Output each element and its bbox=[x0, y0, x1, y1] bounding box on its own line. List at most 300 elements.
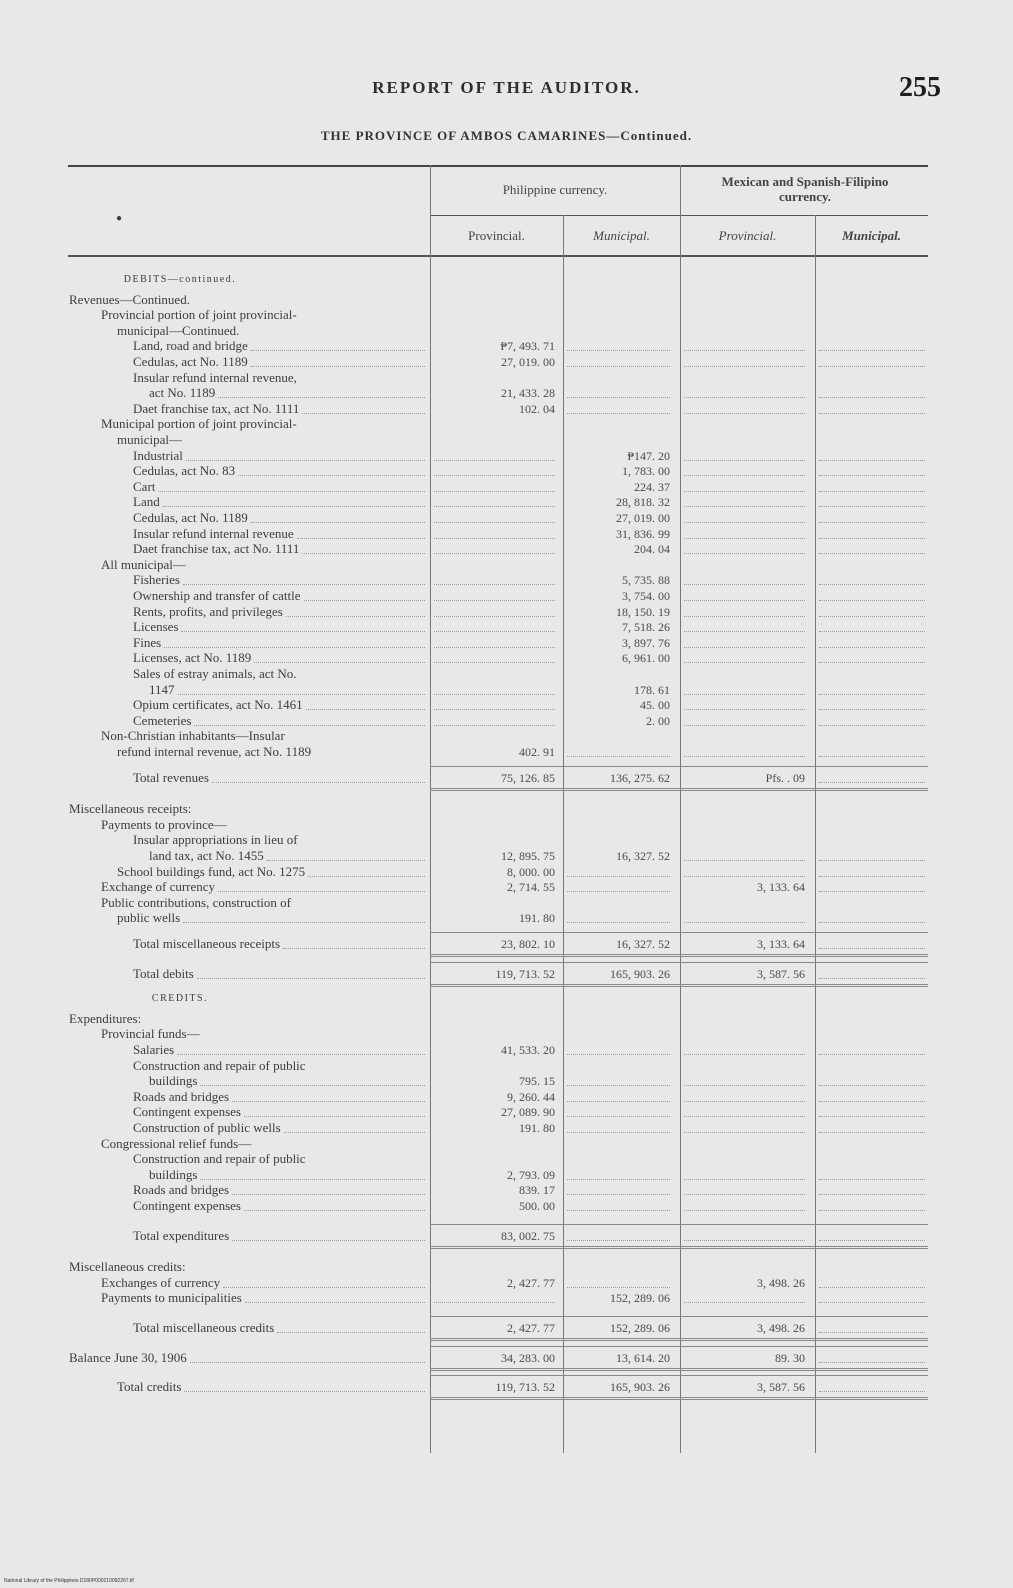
empty-cell-dots bbox=[684, 1085, 805, 1086]
cell-value-m1: ₱147. 20 bbox=[627, 449, 670, 463]
empty-cell-dots bbox=[819, 584, 925, 585]
empty-cell-dots bbox=[434, 616, 555, 617]
leader-dots bbox=[297, 538, 425, 539]
row-label: Payments to municipalities bbox=[101, 1290, 242, 1305]
empty-cell-dots bbox=[819, 1391, 925, 1392]
cell-value-p1: 23, 802. 10 bbox=[501, 937, 555, 951]
empty-cell-dots bbox=[819, 491, 925, 492]
row-label: Total miscellaneous receipts bbox=[133, 936, 281, 951]
empty-cell-dots bbox=[819, 538, 925, 539]
empty-cell-dots bbox=[567, 891, 670, 892]
empty-cell-dots bbox=[819, 922, 925, 923]
row-label: Balance June 30, 1906 bbox=[69, 1350, 187, 1365]
empty-cell-dots bbox=[684, 506, 805, 507]
row-label: Licenses bbox=[133, 619, 179, 634]
row-label: Miscellaneous receipts: bbox=[69, 801, 192, 816]
cell-value-p1: 75, 126. 85 bbox=[501, 771, 555, 785]
leader-dots bbox=[190, 1362, 425, 1363]
empty-cell-dots bbox=[819, 860, 925, 861]
scan-footer: National Library of the Philippines D180P000210092267.tif bbox=[4, 1578, 134, 1584]
empty-cell-dots bbox=[684, 538, 805, 539]
empty-cell-dots bbox=[684, 725, 805, 726]
leader-dots bbox=[164, 647, 425, 648]
empty-cell-dots bbox=[567, 1194, 670, 1195]
cell-value-p1: 402. 91 bbox=[519, 745, 555, 759]
column-divider-1 bbox=[430, 165, 431, 1453]
empty-cell-dots bbox=[567, 1054, 670, 1055]
empty-cell-dots bbox=[434, 491, 555, 492]
empty-cell-dots bbox=[684, 709, 805, 710]
row-label: Congressional relief funds— bbox=[101, 1136, 252, 1151]
empty-cell-dots bbox=[684, 460, 805, 461]
row-label: Sales of estray animals, act No. bbox=[133, 666, 297, 681]
empty-cell-dots bbox=[819, 553, 925, 554]
row-label: Total miscellaneous credits bbox=[133, 1320, 275, 1335]
empty-cell-dots bbox=[684, 860, 805, 861]
table-top-rule bbox=[68, 165, 928, 167]
cell-value-p1: 34, 283. 00 bbox=[501, 1351, 555, 1365]
empty-cell-dots bbox=[819, 460, 925, 461]
cell-value-p1: 191. 80 bbox=[519, 911, 555, 925]
row-label: Total credits bbox=[117, 1379, 182, 1394]
empty-cell-dots bbox=[819, 616, 925, 617]
empty-cell-dots bbox=[819, 1194, 925, 1195]
row-label: Non-Christian inhabitants—Insular bbox=[101, 728, 285, 743]
leader-dots bbox=[178, 694, 425, 695]
empty-cell-dots bbox=[684, 647, 805, 648]
leader-dots bbox=[197, 978, 425, 979]
row-label: DEBITS—continued. bbox=[123, 274, 237, 285]
cell-value-m1: 6, 961. 00 bbox=[622, 651, 670, 665]
total-rule bbox=[430, 1316, 928, 1317]
total-rule bbox=[430, 962, 928, 963]
cell-value-p2: Pfs. . 09 bbox=[765, 771, 805, 785]
empty-cell-dots bbox=[819, 1210, 925, 1211]
empty-cell-dots bbox=[819, 1362, 925, 1363]
total-rule bbox=[430, 766, 928, 767]
cell-value-m1: 2. 00 bbox=[646, 714, 670, 728]
empty-cell-dots bbox=[819, 600, 925, 601]
cell-value-p2: 3, 133. 64 bbox=[757, 937, 805, 951]
empty-cell-dots bbox=[819, 1179, 925, 1180]
empty-cell-dots bbox=[819, 631, 925, 632]
cell-value-m1: 152, 289. 06 bbox=[610, 1291, 670, 1305]
empty-cell-dots bbox=[567, 397, 670, 398]
empty-cell-dots bbox=[684, 616, 805, 617]
empty-cell-dots bbox=[684, 600, 805, 601]
empty-cell-dots bbox=[434, 662, 555, 663]
row-label: Cedulas, act No. 1189 bbox=[133, 354, 248, 369]
cell-value-p2: 3, 587. 56 bbox=[757, 1380, 805, 1394]
leader-dots bbox=[244, 1210, 425, 1211]
empty-cell-dots bbox=[567, 1132, 670, 1133]
leader-dots bbox=[302, 413, 425, 414]
row-label: Cedulas, act No. 83 bbox=[133, 463, 236, 478]
cell-value-p1: 9, 260. 44 bbox=[507, 1090, 555, 1104]
row-label: municipal— bbox=[117, 432, 182, 447]
cell-value-p1: 119, 713. 52 bbox=[495, 967, 555, 981]
empty-cell-dots bbox=[684, 397, 805, 398]
empty-cell-dots bbox=[819, 475, 925, 476]
leader-dots bbox=[267, 860, 425, 861]
total-rule bbox=[430, 1375, 928, 1376]
empty-cell-dots bbox=[567, 876, 670, 877]
empty-cell-dots bbox=[684, 1179, 805, 1180]
total-double-rule bbox=[430, 1397, 928, 1400]
empty-cell-dots bbox=[434, 709, 555, 710]
leader-dots bbox=[200, 1085, 425, 1086]
cell-value-m1: 5, 735. 88 bbox=[622, 573, 670, 587]
column-divider-2 bbox=[563, 215, 564, 1453]
empty-cell-dots bbox=[684, 1210, 805, 1211]
empty-cell-dots bbox=[434, 600, 555, 601]
leader-dots bbox=[232, 1101, 425, 1102]
empty-cell-dots bbox=[684, 491, 805, 492]
empty-cell-dots bbox=[567, 366, 670, 367]
row-label: Municipal portion of joint provincial- bbox=[101, 416, 297, 431]
cell-value-p1: 2, 427. 77 bbox=[507, 1321, 555, 1335]
leader-dots bbox=[223, 1287, 425, 1288]
running-header: REPORT OF THE AUDITOR. bbox=[372, 78, 641, 97]
leader-dots bbox=[184, 1391, 425, 1392]
empty-cell-dots bbox=[819, 978, 925, 979]
page-number: 255 bbox=[899, 72, 941, 103]
row-label: CREDITS. bbox=[151, 993, 209, 1004]
row-label: Revenues—Continued. bbox=[69, 292, 190, 307]
empty-cell-dots bbox=[684, 1101, 805, 1102]
empty-cell-dots bbox=[684, 1054, 805, 1055]
empty-cell-dots bbox=[684, 350, 805, 351]
cell-value-p1: 83, 002. 75 bbox=[501, 1229, 555, 1243]
empty-cell-dots bbox=[684, 1302, 805, 1303]
total-rule bbox=[430, 932, 928, 933]
row-label: land tax, act No. 1455 bbox=[149, 848, 264, 863]
empty-cell-dots bbox=[819, 891, 925, 892]
header-municipal-1: Municipal. bbox=[593, 228, 650, 243]
leader-dots bbox=[284, 1132, 425, 1133]
row-label: Cedulas, act No. 1189 bbox=[133, 510, 248, 525]
leader-dots bbox=[304, 600, 426, 601]
cell-value-p2: 3, 498. 26 bbox=[757, 1276, 805, 1290]
total-double-rule bbox=[430, 984, 928, 987]
row-label: Insular refund internal revenue, bbox=[133, 370, 297, 385]
empty-cell-dots bbox=[434, 584, 555, 585]
empty-cell-dots bbox=[819, 1132, 925, 1133]
cell-value-m1: 136, 275. 62 bbox=[610, 771, 670, 785]
empty-cell-dots bbox=[819, 647, 925, 648]
empty-cell-dots bbox=[819, 506, 925, 507]
leader-dots bbox=[244, 1116, 425, 1117]
leader-dots bbox=[251, 522, 425, 523]
row-label: Fisheries bbox=[133, 572, 180, 587]
row-label: Cart bbox=[133, 479, 156, 494]
empty-cell-dots bbox=[434, 538, 555, 539]
empty-cell-dots bbox=[684, 662, 805, 663]
leader-dots bbox=[218, 397, 425, 398]
cell-value-p1: 500. 00 bbox=[519, 1199, 555, 1213]
row-label: Land bbox=[133, 494, 160, 509]
leader-dots bbox=[302, 553, 425, 554]
empty-cell-dots bbox=[819, 948, 925, 949]
row-label: buildings bbox=[149, 1073, 198, 1088]
empty-cell-dots bbox=[567, 1240, 670, 1241]
empty-cell-dots bbox=[819, 756, 925, 757]
total-double-rule bbox=[430, 954, 928, 957]
empty-cell-dots bbox=[434, 522, 555, 523]
empty-cell-dots bbox=[819, 1101, 925, 1102]
empty-cell-dots bbox=[819, 1240, 925, 1241]
empty-cell-dots bbox=[567, 1179, 670, 1180]
row-label: Daet franchise tax, act No. 1111 bbox=[133, 541, 300, 556]
cell-value-p1: 41, 533. 20 bbox=[501, 1043, 555, 1057]
leader-dots bbox=[194, 725, 425, 726]
empty-cell-dots bbox=[434, 460, 555, 461]
empty-cell-dots bbox=[684, 1116, 805, 1117]
row-label: School buildings fund, act No. 1275 bbox=[117, 864, 306, 879]
row-label: Miscellaneous credits: bbox=[69, 1259, 186, 1274]
leader-dots bbox=[232, 1194, 425, 1195]
leader-dots bbox=[218, 891, 425, 892]
empty-cell-dots bbox=[819, 725, 925, 726]
row-label: Fines bbox=[133, 635, 162, 650]
leader-dots bbox=[306, 709, 425, 710]
header-mexican-spanish-filipino-currency: Mexican and Spanish-Filipino currency. bbox=[721, 174, 889, 204]
column-divider-3 bbox=[680, 165, 681, 1453]
cell-value-p1: 2, 427. 77 bbox=[507, 1276, 555, 1290]
header-municipal-2: Municipal. bbox=[842, 228, 901, 243]
row-label: public wells bbox=[117, 910, 181, 925]
leader-dots bbox=[183, 922, 425, 923]
cell-value-p1: 12, 895. 75 bbox=[501, 849, 555, 863]
cell-value-p1: 839. 17 bbox=[519, 1183, 555, 1197]
row-label: Expenditures: bbox=[69, 1011, 142, 1026]
empty-cell-dots bbox=[684, 1132, 805, 1133]
empty-cell-dots bbox=[684, 694, 805, 695]
row-label: Roads and bridges bbox=[133, 1182, 230, 1197]
leader-dots bbox=[254, 662, 425, 663]
header-provincial-2: Provincial. bbox=[718, 228, 777, 243]
cell-value-m1: 31, 836. 99 bbox=[616, 527, 670, 541]
row-label: Construction and repair of public bbox=[133, 1058, 306, 1073]
cell-value-p1: 27, 089. 90 bbox=[501, 1105, 555, 1119]
empty-cell-dots bbox=[684, 553, 805, 554]
empty-cell-dots bbox=[567, 1116, 670, 1117]
empty-cell-dots bbox=[819, 1085, 925, 1086]
total-double-rule bbox=[430, 1246, 928, 1249]
row-label: Opium certificates, act No. 1461 bbox=[133, 697, 303, 712]
leader-dots bbox=[283, 948, 425, 949]
cell-value-p2: 3, 133. 64 bbox=[757, 880, 805, 894]
cell-value-p2: 3, 498. 26 bbox=[757, 1321, 805, 1335]
leader-dots bbox=[245, 1302, 425, 1303]
cell-value-p2: 3, 587. 56 bbox=[757, 967, 805, 981]
total-double-rule bbox=[430, 1338, 928, 1341]
row-label: Cemeteries bbox=[133, 713, 192, 728]
empty-cell-dots bbox=[567, 1101, 670, 1102]
cell-value-m1: 27, 019. 00 bbox=[616, 511, 670, 525]
empty-cell-dots bbox=[819, 522, 925, 523]
leader-dots bbox=[232, 1240, 425, 1241]
cell-value-m1: 165, 903. 26 bbox=[610, 1380, 670, 1394]
empty-cell-dots bbox=[684, 876, 805, 877]
leader-dots bbox=[251, 366, 425, 367]
empty-cell-dots bbox=[434, 647, 555, 648]
cell-value-m1: 13, 614. 20 bbox=[616, 1351, 670, 1365]
empty-cell-dots bbox=[434, 475, 555, 476]
cell-value-p1: 27, 019. 00 bbox=[501, 355, 555, 369]
leader-dots bbox=[277, 1332, 425, 1333]
row-label: Provincial portion of joint provincial- bbox=[101, 307, 297, 322]
leader-dots bbox=[183, 584, 425, 585]
row-label: Roads and bridges bbox=[133, 1089, 230, 1104]
cell-value-p1: 2, 714. 55 bbox=[507, 880, 555, 894]
table-subtitle: THE PROVINCE OF AMBOS CAMARINES—Continued. bbox=[320, 128, 693, 143]
empty-cell-dots bbox=[819, 782, 925, 783]
empty-cell-dots bbox=[819, 1287, 925, 1288]
empty-cell-dots bbox=[567, 1210, 670, 1211]
row-label: act No. 1189 bbox=[149, 385, 216, 400]
cell-value-p1: 8, 000. 00 bbox=[507, 865, 555, 879]
row-label: Insular refund internal revenue bbox=[133, 526, 294, 541]
leader-dots bbox=[251, 350, 425, 351]
cell-value-p2: 89. 30 bbox=[775, 1351, 805, 1365]
cell-value-m1: 3, 754. 00 bbox=[622, 589, 670, 603]
cell-value-m1: 165, 903. 26 bbox=[610, 967, 670, 981]
empty-cell-dots bbox=[684, 584, 805, 585]
cell-value-m1: 3, 897. 76 bbox=[622, 636, 670, 650]
empty-cell-dots bbox=[567, 756, 670, 757]
leader-dots bbox=[158, 491, 425, 492]
cell-value-m1: 18, 150. 19 bbox=[616, 605, 670, 619]
empty-cell-dots bbox=[684, 475, 805, 476]
empty-cell-dots bbox=[434, 725, 555, 726]
leader-dots bbox=[212, 782, 425, 783]
row-label: Provincial funds— bbox=[101, 1026, 200, 1041]
row-label: Total debits bbox=[133, 966, 194, 981]
leader-dots bbox=[308, 876, 425, 877]
cell-value-p1: 2, 793. 09 bbox=[507, 1168, 555, 1182]
empty-cell-dots bbox=[684, 366, 805, 367]
empty-cell-dots bbox=[684, 631, 805, 632]
cell-value-m1: 16, 327. 52 bbox=[616, 849, 670, 863]
empty-cell-dots bbox=[434, 631, 555, 632]
leader-dots bbox=[186, 460, 425, 461]
leader-dots bbox=[200, 1179, 425, 1180]
row-label: Exchange of currency bbox=[101, 879, 216, 894]
empty-cell-dots bbox=[567, 1287, 670, 1288]
row-label: Rents, profits, and privileges bbox=[133, 604, 283, 619]
row-label: Payments to province— bbox=[101, 817, 227, 832]
row-label: Public contributions, construction of bbox=[101, 895, 291, 910]
row-label: refund internal revenue, act No. 1189 bbox=[117, 744, 312, 759]
header-philippine-currency: Philippine currency. bbox=[502, 182, 608, 197]
empty-cell-dots bbox=[684, 756, 805, 757]
cell-value-m1: 1, 783. 00 bbox=[622, 464, 670, 478]
bullet-mark: ● bbox=[116, 213, 123, 224]
row-label: 1147 bbox=[149, 682, 175, 697]
empty-cell-dots bbox=[819, 694, 925, 695]
column-divider-4 bbox=[815, 215, 816, 1453]
row-label: All municipal— bbox=[101, 557, 186, 572]
group-header-rule bbox=[430, 215, 928, 216]
cell-value-m1: 7, 518. 26 bbox=[622, 620, 670, 634]
cell-value-m1: 28, 818. 32 bbox=[616, 495, 670, 509]
leader-dots bbox=[238, 475, 425, 476]
cell-value-p1: 102. 04 bbox=[519, 402, 555, 416]
row-label: Licenses, act No. 1189 bbox=[133, 650, 252, 665]
empty-cell-dots bbox=[819, 350, 925, 351]
row-label: municipal—Continued. bbox=[117, 323, 240, 338]
leader-dots bbox=[181, 631, 425, 632]
empty-cell-dots bbox=[819, 709, 925, 710]
cell-value-m1: 178. 61 bbox=[634, 683, 670, 697]
total-double-rule bbox=[430, 788, 928, 791]
header-provincial-1: Provincial. bbox=[468, 228, 525, 243]
row-label: buildings bbox=[149, 1167, 198, 1182]
cell-value-p1: 119, 713. 52 bbox=[495, 1380, 555, 1394]
empty-cell-dots bbox=[567, 922, 670, 923]
header-bottom-rule bbox=[68, 255, 928, 257]
leader-dots bbox=[163, 506, 425, 507]
empty-cell-dots bbox=[819, 413, 925, 414]
empty-cell-dots bbox=[434, 694, 555, 695]
row-label: Industrial bbox=[133, 448, 183, 463]
row-label: Insular appropriations in lieu of bbox=[133, 832, 298, 847]
cell-value-p1: 191. 80 bbox=[519, 1121, 555, 1135]
empty-cell-dots bbox=[819, 1054, 925, 1055]
empty-cell-dots bbox=[819, 876, 925, 877]
empty-cell-dots bbox=[567, 413, 670, 414]
row-label: Daet franchise tax, act No. 1111 bbox=[133, 401, 300, 416]
cell-value-m1: 16, 327. 52 bbox=[616, 937, 670, 951]
cell-value-m1: 152, 289. 06 bbox=[610, 1321, 670, 1335]
cell-value-m1: 45. 00 bbox=[640, 698, 670, 712]
cell-value-m1: 224. 37 bbox=[634, 480, 670, 494]
cell-value-p1: 795. 15 bbox=[519, 1074, 555, 1088]
empty-cell-dots bbox=[684, 922, 805, 923]
row-label: Land, road and bridge bbox=[133, 338, 248, 353]
empty-cell-dots bbox=[434, 506, 555, 507]
row-label: Construction and repair of public bbox=[133, 1151, 306, 1166]
leader-dots bbox=[177, 1054, 425, 1055]
empty-cell-dots bbox=[434, 553, 555, 554]
cell-value-p1: ₱7, 493. 71 bbox=[500, 339, 555, 353]
empty-cell-dots bbox=[819, 397, 925, 398]
empty-cell-dots bbox=[567, 1085, 670, 1086]
row-label: Salaries bbox=[133, 1042, 175, 1057]
row-label: Total revenues bbox=[133, 770, 209, 785]
empty-cell-dots bbox=[567, 350, 670, 351]
cell-value-m1: 204. 04 bbox=[634, 542, 670, 556]
total-rule bbox=[430, 1346, 928, 1347]
row-label: Total expenditures bbox=[133, 1228, 230, 1243]
row-label: Contingent expenses bbox=[133, 1198, 241, 1213]
total-rule bbox=[430, 1224, 928, 1225]
leader-dots bbox=[286, 616, 425, 617]
empty-cell-dots bbox=[684, 1240, 805, 1241]
row-label: Exchanges of currency bbox=[101, 1275, 221, 1290]
row-label: Contingent expenses bbox=[133, 1104, 241, 1119]
empty-cell-dots bbox=[819, 1332, 925, 1333]
empty-cell-dots bbox=[434, 1302, 555, 1303]
empty-cell-dots bbox=[819, 366, 925, 367]
empty-cell-dots bbox=[684, 413, 805, 414]
empty-cell-dots bbox=[819, 662, 925, 663]
empty-cell-dots bbox=[819, 1302, 925, 1303]
empty-cell-dots bbox=[684, 522, 805, 523]
row-label: Ownership and transfer of cattle bbox=[133, 588, 301, 603]
total-double-rule bbox=[430, 1368, 928, 1371]
